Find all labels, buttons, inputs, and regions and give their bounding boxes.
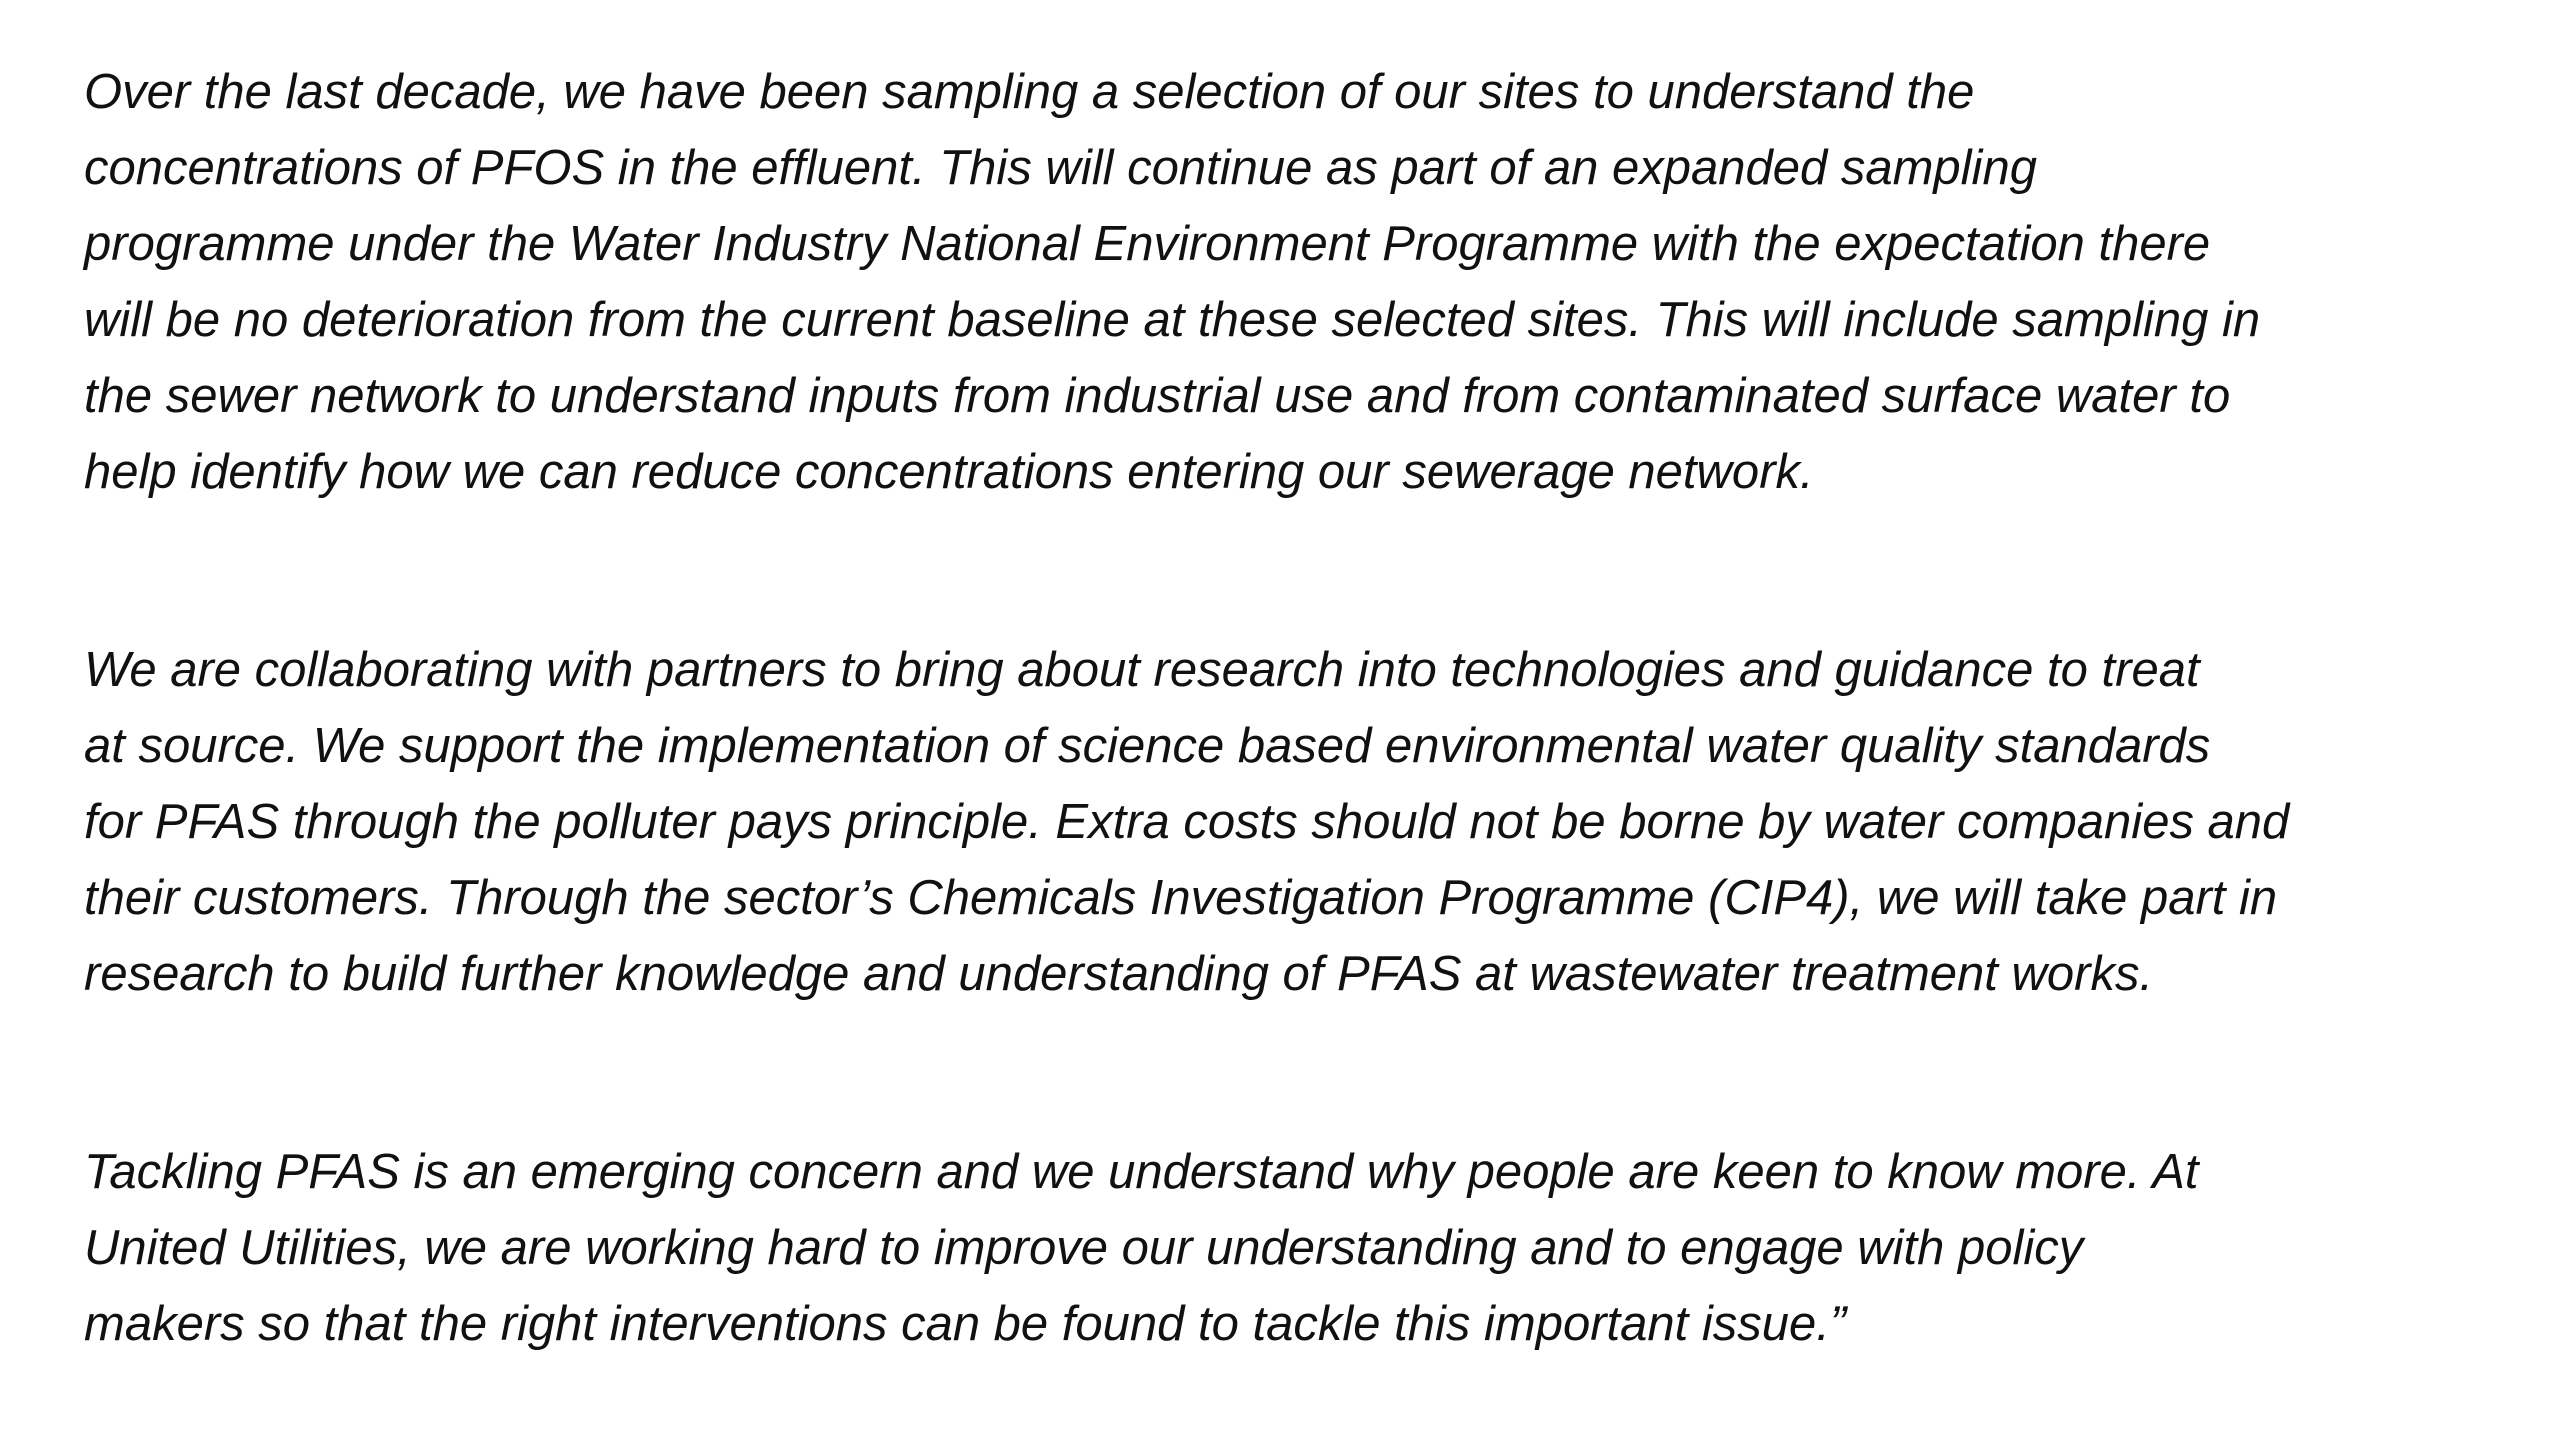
text-line: United Utilities, we are working hard to improve our understanding and to engage with policy xyxy=(84,1221,2084,1275)
text-line: will be no deterioration from the current baseline at these selected sites. This will include sampling in xyxy=(84,293,2261,347)
text-line: makers so that the right interventions can be found to tackle this important issue.” xyxy=(84,1297,1847,1351)
paragraph-pfos-sampling xyxy=(84,54,2504,510)
text-line: Over the last decade, we have been sampling a selection of our sites to understand the xyxy=(84,65,1975,119)
text-line: their customers. Through the sector’s Chemicals Investigation Programme (CIP4), we will take part in xyxy=(84,871,2278,925)
text-line: at source. We support the implementation of science based environmental water quality standards xyxy=(84,719,2211,773)
text-line: the sewer network to understand inputs from industrial use and from contaminated surface water to xyxy=(84,369,2231,423)
text-line: We are collaborating with partners to bring about research into technologies and guidance to treat xyxy=(84,643,2200,697)
text-line: help identify how we can reduce concentrations entering our sewerage network. xyxy=(84,445,1814,499)
text-line: Tackling PFAS is an emerging concern and we understand why people are keen to know more. At xyxy=(84,1145,2199,1199)
paragraph-emerging-concern xyxy=(84,1134,2504,1362)
paragraph-research-collaboration xyxy=(84,632,2504,1012)
paragraph-spacing xyxy=(84,510,2504,632)
paragraph-spacing xyxy=(84,1012,2504,1134)
text-line: concentrations of PFOS in the effluent. This will continue as part of an expanded sampling xyxy=(84,141,2037,195)
text-line: research to build further knowledge and understanding of PFAS at wastewater treatment works. xyxy=(84,947,2154,1001)
document-body xyxy=(84,54,2504,1362)
text-line: for PFAS through the polluter pays principle. Extra costs should not be borne by water companies and xyxy=(84,795,2290,849)
text-line: programme under the Water Industry National Environment Programme with the expectation there xyxy=(84,217,2211,271)
